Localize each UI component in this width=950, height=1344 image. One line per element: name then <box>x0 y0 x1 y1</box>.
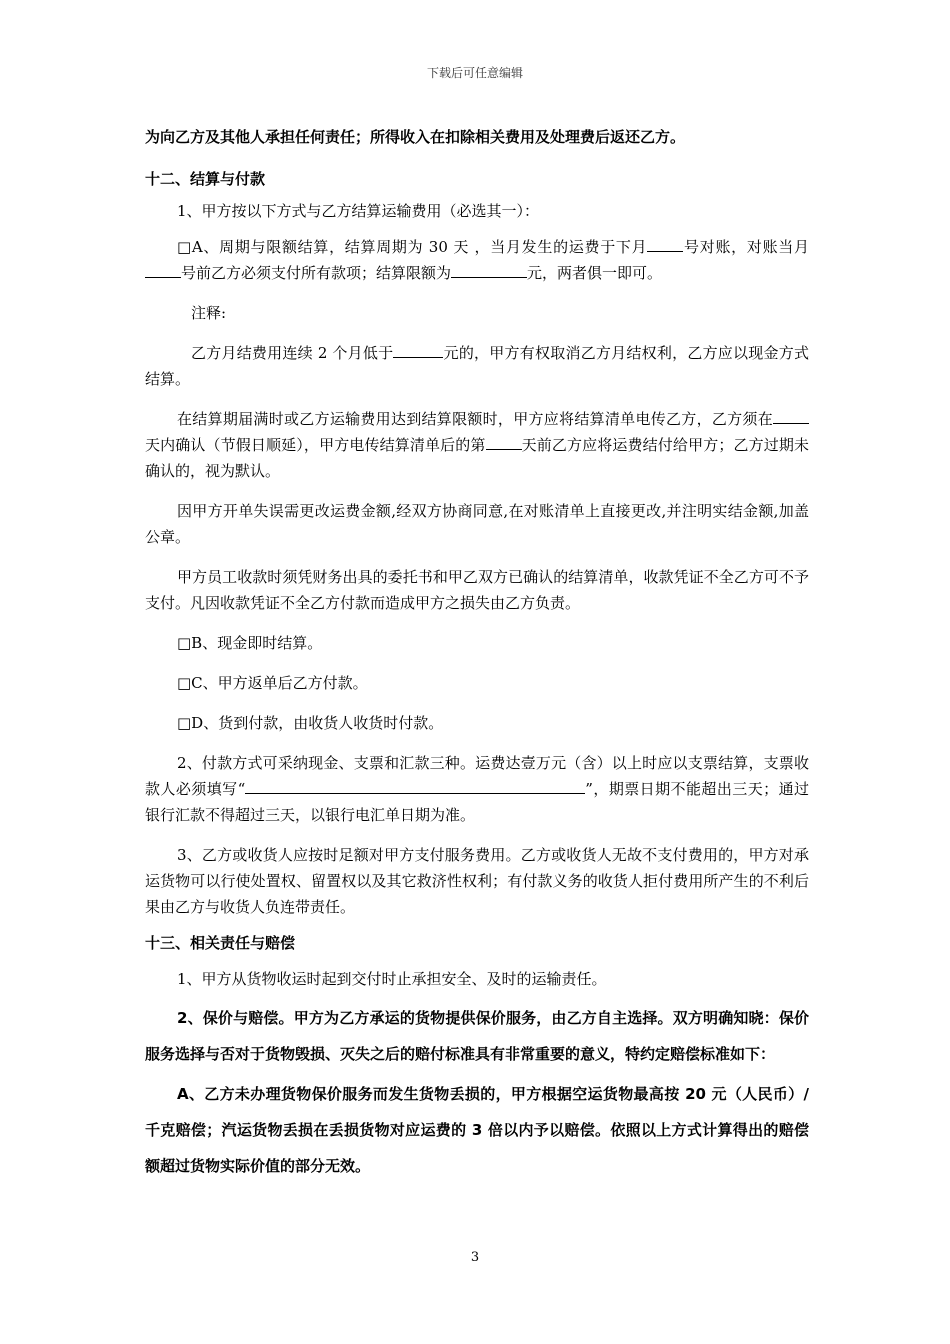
page-number: 3 <box>470 1250 480 1265</box>
continuation-text: 为向乙方及其他人承担任何责任；所得收入在扣除相关费用及处理费后返还乙方。 <box>145 128 686 146</box>
clause-13-2-a-text: A、乙方未办理货物保价服务而发生货物丢损的，甲方根据空运货物最高按 20 元（人民币）/千克赔偿；汽运货物丢损在丢损货物对应运费的 3 倍以内予以赔偿。依照以上方式计算得出的赔偿额超过货物实际价值的部分无效。 <box>145 1085 809 1175</box>
note-1-text-2: 元的，甲方有权取消乙方月结权利，乙方应以现金方式结算。 <box>145 344 809 388</box>
option-d-text: □D、货到付款，由收货人收货时付款。 <box>177 714 444 732</box>
blank-payee <box>245 778 585 794</box>
option-d <box>145 710 809 736</box>
clause-12-2-text-1: 2、付款方式可采纳现金、支票和汇款三种。运费达壹万元（含）以上时应以支票结算，支票收款人必须填写“ <box>145 754 809 798</box>
clause-12-2-text-2: ”，期票日期不能超出三天；通过银行汇款不得超过三天，以银行电汇单日期为准。 <box>145 780 810 824</box>
option-b-text: □B、现金即时结算。 <box>177 634 323 652</box>
option-a <box>145 234 809 286</box>
section-heading-13 <box>145 930 809 956</box>
paragraph-continuation <box>145 120 809 154</box>
clause-12-3 <box>145 842 809 920</box>
clause-12-1-text: 1、甲方按以下方式与乙方结算运输费用（必选其一）： <box>177 202 540 220</box>
clause-13-2 <box>145 1000 809 1072</box>
option-c-text: □C、甲方返单后乙方付款。 <box>177 674 368 692</box>
note-2 <box>145 406 809 484</box>
blank-payment-days <box>486 434 522 450</box>
blank-settlement-limit <box>451 262 527 278</box>
note-4 <box>145 564 809 616</box>
note-2-text-1: 在结算期届满时或乙方运输费用达到结算限额时，甲方应将结算清单电传乙方，乙方须在 <box>177 410 773 428</box>
option-a-text-1: □A、周期与限额结算，结算周期为 30 天 ，当月发生的运费于下月 <box>177 238 648 256</box>
blank-confirm-days <box>773 408 809 424</box>
page-header: 下载后可任意编辑 <box>426 66 523 80</box>
document-body <box>145 120 809 1184</box>
note-2-text-3: 天前乙方应将运费结付给甲方；乙方过期未确认的，视为默认。 <box>145 436 809 480</box>
section-heading-12 <box>145 166 809 192</box>
option-a-text-4: 元，两者俱一即可。 <box>527 264 663 282</box>
option-a-text-3: 号前乙方必须支付所有款项；结算限额为 <box>181 264 452 282</box>
option-a-text-2: 号对账，对账当月 <box>683 238 809 256</box>
clause-13-2-text: 2、保价与赔偿。甲方为乙方承运的货物提供保价服务，由乙方自主选择。双方明确知晓：保价服务选择与否对于货物毁损、灭失之后的赔付标准具有非常重要的意义，特约定赔偿标准如下： <box>145 1009 809 1063</box>
section-heading-12-text: 十二、结算与付款 <box>145 170 266 188</box>
blank-payment-day <box>145 262 181 278</box>
note-label <box>145 300 809 326</box>
note-4-text: 甲方员工收款时须凭财务出具的委托书和甲乙双方已确认的结算清单，收款凭证不全乙方可不予支付。凡因收款凭证不全乙方付款而造成甲方之损失由乙方负责。 <box>145 568 809 612</box>
note-3-text: 因甲方开单失误需更改运费金额,经双方协商同意,在对账清单上直接更改,并注明实结金额,加盖公章。 <box>145 502 809 546</box>
clause-12-1 <box>145 198 809 224</box>
option-b <box>145 630 809 656</box>
note-1-text-1: 乙方月结费用连续 2 个月低于 <box>191 344 394 362</box>
clause-12-3-text: 3、乙方或收货人应按时足额对甲方支付服务费用。乙方或收货人无故不支付费用的，甲方对承运货物可以行使处置权、留置权以及其它救济性权利；有付款义务的收货人拒付费用所产生的不利后果由乙方与收货人负连带责任。 <box>145 846 809 916</box>
clause-13-1-text: 1、甲方从货物收运时起到交付时止承担安全、及时的运输责任。 <box>177 970 607 988</box>
clause-13-2-a <box>145 1076 809 1184</box>
blank-reconcile-day <box>647 236 683 252</box>
note-2-text-2: 天内确认（节假日顺延），甲方电传结算清单后的第 <box>145 436 486 454</box>
clause-12-2 <box>145 750 809 828</box>
note-3 <box>145 498 809 550</box>
blank-min-fee <box>393 342 443 358</box>
note-label-text: 注释: <box>191 304 227 322</box>
option-c <box>145 670 809 696</box>
note-1 <box>145 340 809 392</box>
section-heading-13-text: 十三、相关责任与赔偿 <box>145 934 296 952</box>
clause-13-1 <box>145 966 809 992</box>
